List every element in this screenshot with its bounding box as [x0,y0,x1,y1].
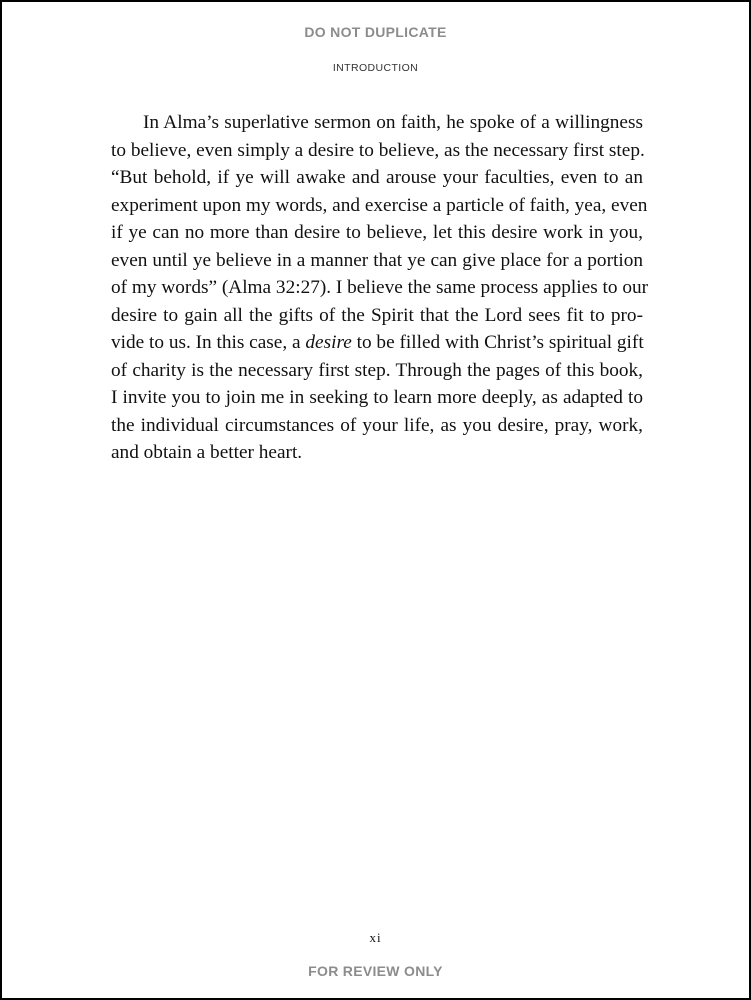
paragraph-line: if ye can no more than desire to believe, let this desire work in you, [111,222,643,243]
watermark-top: DO NOT DUPLICATE [304,24,447,40]
paragraph-line: experiment upon my words, and exercise a particle of faith, yea, even [111,194,648,216]
watermark-bottom: FOR REVIEW ONLY [308,963,443,979]
paragraph-line: to believe, even simply a desire to believe, as the necessary first step. [111,139,645,161]
line-text: vide to us. In this case, a [111,332,306,353]
page-number: xi [369,930,382,945]
paragraph-line: of charity is the necessary first step. Through the pages of this book, [111,359,643,381]
paragraph-line: even until ye believe in a manner that ye can give place for a portion [111,249,643,271]
paragraph-line: desire to gain all the gifts of the Spirit that the Lord sees fit to pro- [111,304,643,326]
paragraph-line: the individual circumstances of your life, as you desire, pray, work, [111,414,643,436]
body-paragraph [111,109,649,467]
line-text: to be filled with Christ’s spiritual gift [351,332,644,353]
italic-word: desire [305,332,352,353]
paragraph-line: I invite you to join me in seeking to learn more deeply, as adapted to [111,387,643,408]
paragraph-line-with-italic [111,329,643,357]
paragraph-line: In Alma’s superlative sermon on faith, he spoke of a willingness [143,112,643,133]
paragraph-line: “But behold, if ye will awake and arouse your faculties, even to an [111,167,643,188]
paragraph-line: of my words” (Alma 32:27). I believe the same process applies to our [111,277,649,298]
paragraph-line: and obtain a better heart. [111,442,303,463]
running-head: INTRODUCTION [332,62,419,74]
